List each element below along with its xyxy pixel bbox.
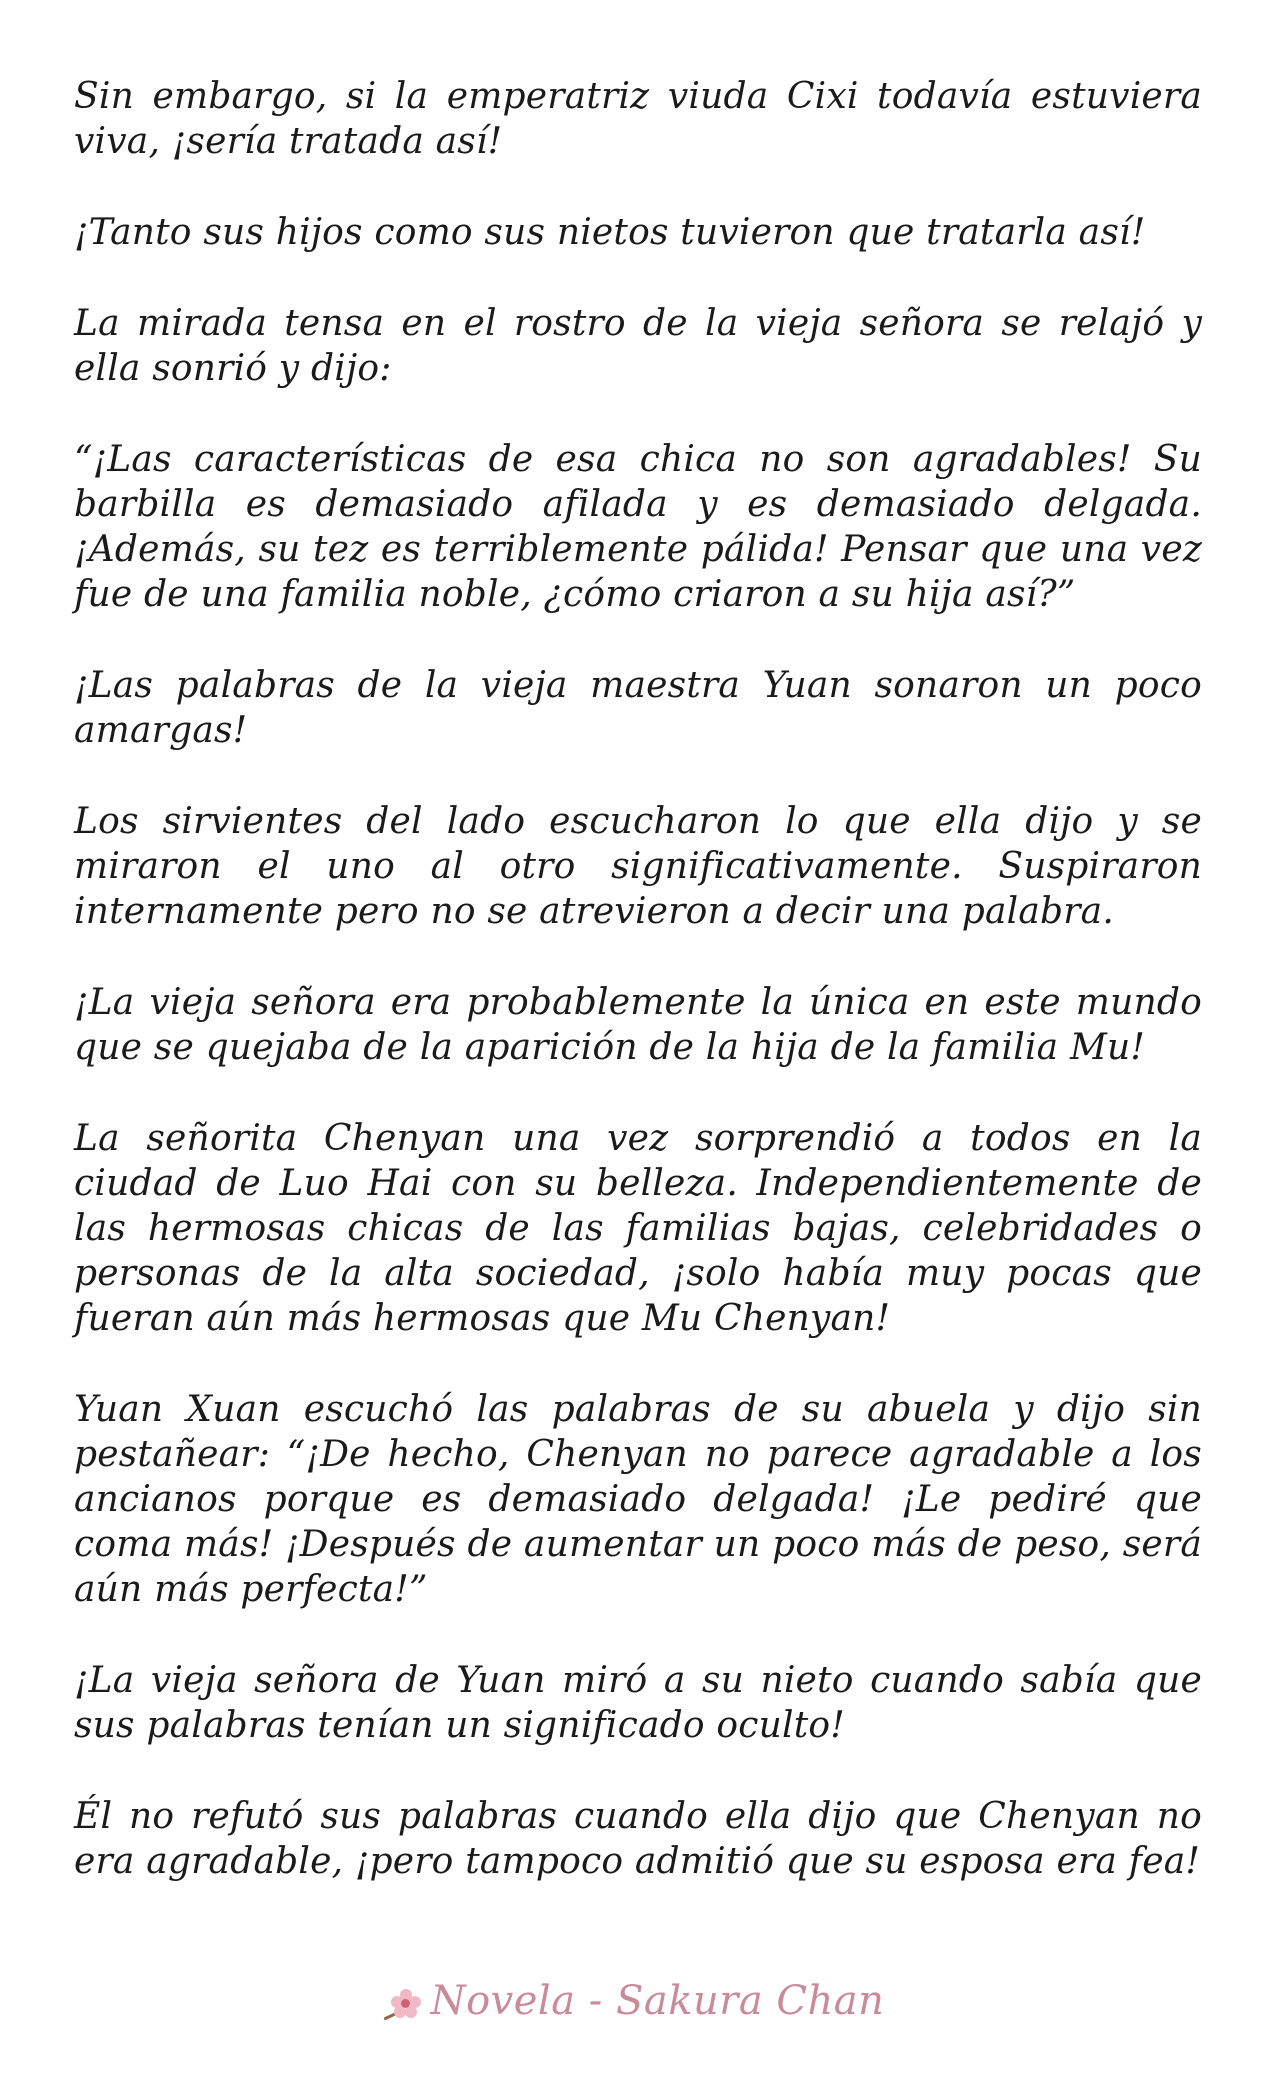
paragraph: ¡La vieja señora de Yuan miró a su nieto cuando sabía que sus palabras tenían un significado oculto! (74, 1660, 1202, 1746)
sakura-flower-icon (391, 1989, 421, 2019)
paragraph: Yuan Xuan escuchó las palabras de su abuela y dijo sin pestañear: “¡De hecho, Chenyan no parece agradable a los ancianos porque es demasiado delgada! ¡Le pediré que coma más! ¡Después de aumentar un poco más de peso, será aún más perfecta!” (74, 1389, 1202, 1610)
paragraph: Él no refutó sus palabras cuando ella dijo que Chenyan no era agradable, ¡pero tampoco admitió que su esposa era fea! (74, 1796, 1202, 1882)
paragraph: ¡Las palabras de la vieja maestra Yuan sonaron un poco amargas! (74, 665, 1202, 751)
paragraph: Sin embargo, si la emperatriz viuda Cixi todavía estuviera viva, ¡sería tratada así! (74, 76, 1202, 162)
watermark (0, 1978, 1275, 2024)
watermark-text: Novela - Sakura Chan (430, 1978, 885, 2024)
document-body (74, 74, 1202, 1884)
paragraph: ¡La vieja señora era probablemente la única en este mundo que se quejaba de la aparición de la hija de la familia Mu! (74, 982, 1202, 1068)
paragraph: Los sirvientes del lado escucharon lo que ella dijo y se miraron el uno al otro significativamente. Suspiraron internamente pero no se atrevieron a decir una palabra. (74, 801, 1202, 932)
paragraph: La mirada tensa en el rostro de la vieja señora se relajó y ella sonrió y dijo: (74, 303, 1202, 389)
paragraph: ¡Tanto sus hijos como sus nietos tuvieron que tratarla así! (74, 212, 1146, 253)
paragraph: “¡Las características de esa chica no son agradables! Su barbilla es demasiado afilada y es demasiado delgada. ¡Además, su tez es terriblemente pálida! Pensar que una vez fue de una familia noble, ¿cómo criaron a su hija así?” (74, 439, 1202, 615)
paragraph: La señorita Chenyan una vez sorprendió a todos en la ciudad de Luo Hai con su belleza. Independientemente de las hermosas chicas de las familias bajas, celebridades o personas de la alta sociedad, ¡solo había muy pocas que fueran aún más hermosas que Mu Chenyan! (74, 1118, 1202, 1339)
